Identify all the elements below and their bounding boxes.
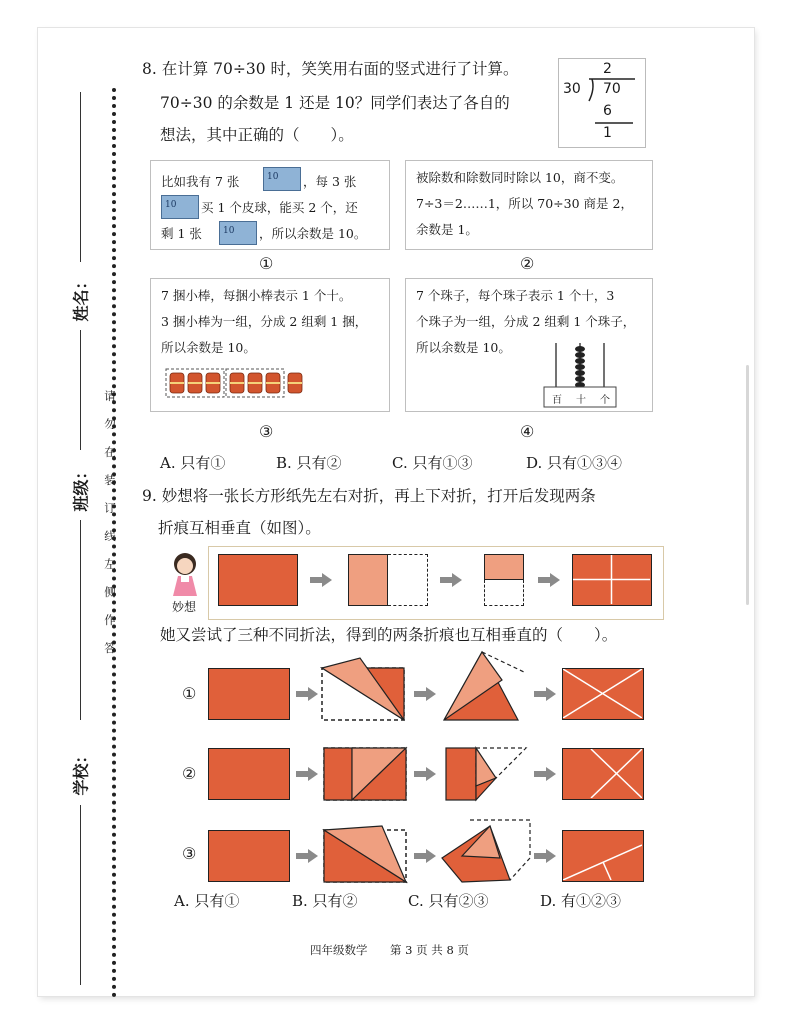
idea-box-1 xyxy=(150,160,390,250)
box4-line1: 7 个珠子，每个珠子表示 1 个十，3 xyxy=(416,288,615,303)
division-quotient: 2 xyxy=(603,61,612,77)
label-3: ③ xyxy=(259,422,274,441)
row-label-2: ② xyxy=(182,764,197,783)
q9-option-c[interactable]: C. 只有②③ xyxy=(408,892,489,910)
row2-step3-fold xyxy=(444,746,528,802)
row2-step1-rect xyxy=(208,748,290,800)
example-step3-quarter xyxy=(484,554,524,580)
box1-line1a: 比如我有 7 张 xyxy=(161,174,240,189)
division-product: 6 xyxy=(603,103,612,119)
division-dividend: 70 xyxy=(603,81,621,97)
q9-line1: 9. 妙想将一张长方形纸先左右对折，再上下对折，打开后发现两条 xyxy=(142,487,596,505)
row3-step2-fold xyxy=(322,824,412,884)
footer-subject: 四年级数学 xyxy=(310,943,368,957)
q9-option-d[interactable]: D. 有①②③ xyxy=(540,892,622,910)
row-label-1: ① xyxy=(182,684,197,703)
note-char: 左 xyxy=(104,557,116,571)
box2-line1: 被除数和除数同时除以 10，商不变。 xyxy=(416,170,624,185)
name-label: 姓名： xyxy=(71,273,91,322)
arrow-right-icon xyxy=(310,573,332,587)
row1-step3-fold xyxy=(442,650,526,722)
row3-step3-fold xyxy=(440,818,532,884)
note-char: 线 xyxy=(104,529,116,543)
bill-10-icon: 10 xyxy=(161,195,199,219)
miaoxiang-character-icon xyxy=(164,550,206,598)
abacus-label-ones: 个 xyxy=(600,395,610,406)
row3-step4-unfolded xyxy=(562,830,644,882)
character-name: 妙想 xyxy=(172,600,197,614)
label-4: ④ xyxy=(520,422,535,441)
note-char: 装 xyxy=(104,473,116,487)
abacus-label-tens: 十 xyxy=(576,395,586,406)
arrow-right-icon xyxy=(534,687,556,701)
school-label: 学校： xyxy=(71,747,91,796)
q9-option-a[interactable]: A. 只有① xyxy=(174,892,240,910)
q8-line1: 8. 在计算 70÷30 时，笑笑用右面的竖式进行了计算。 xyxy=(142,60,519,78)
note-char: 作 xyxy=(104,613,116,627)
note-char: 答 xyxy=(104,641,116,655)
box3-line2: 3 捆小棒为一组，分成 2 组剩 1 捆， xyxy=(161,314,368,329)
long-division xyxy=(558,58,646,148)
stick-bundles-icon xyxy=(165,367,305,401)
arrow-right-icon xyxy=(414,849,436,863)
arrow-right-icon xyxy=(440,573,462,587)
idea-box-2 xyxy=(405,160,653,250)
box3-line1: 7 捆小棒，每捆小棒表示 1 个十。 xyxy=(161,288,352,303)
label-2: ② xyxy=(520,254,535,273)
arrow-right-icon xyxy=(534,849,556,863)
division-bracket xyxy=(559,59,645,147)
example-step1-rect xyxy=(218,554,298,606)
note-char: 在 xyxy=(104,445,116,459)
idea-box-3 xyxy=(150,278,390,412)
note-char: 请 xyxy=(104,389,116,403)
example-step3-dashed xyxy=(484,580,524,606)
arrow-right-icon xyxy=(538,573,560,587)
name-underline-lower xyxy=(80,330,81,450)
arrow-right-icon xyxy=(296,849,318,863)
box3-line3: 所以余数是 10。 xyxy=(161,340,256,355)
row3-step1-rect xyxy=(208,830,290,882)
row2-step4-unfolded xyxy=(562,748,644,800)
box1-line2: 买 1 个皮球，能买 2 个，还 xyxy=(201,200,358,215)
q8-option-d[interactable]: D. 只有①③④ xyxy=(526,454,623,472)
bill-10-icon: 10 xyxy=(263,167,301,191)
box1-line1b: ，每 3 张 xyxy=(303,174,357,189)
note-char: 订 xyxy=(104,501,116,515)
division-divisor: 30 xyxy=(563,81,581,97)
q8-option-a[interactable]: A. 只有① xyxy=(160,454,226,472)
idea-box-4 xyxy=(405,278,653,412)
bill-10-icon: 10 xyxy=(219,221,257,245)
arrow-right-icon xyxy=(414,687,436,701)
class-label: 班级： xyxy=(71,463,91,512)
example-step2-dashed xyxy=(388,554,428,606)
label-1: ① xyxy=(259,254,274,273)
box1-line3b: ，所以余数是 10。 xyxy=(259,226,367,241)
q8-line2: 70÷30 的余数是 1 还是 10？同学们表达了各自的 xyxy=(160,94,510,112)
q9-option-b[interactable]: B. 只有② xyxy=(292,892,358,910)
scrollbar-thumb[interactable] xyxy=(746,365,749,605)
row1-step1-rect xyxy=(208,668,290,720)
arrow-right-icon xyxy=(414,767,436,781)
example-step4-unfolded xyxy=(572,554,652,606)
q9-line2: 折痕互相垂直（如图）。 xyxy=(158,519,321,537)
row-label-3: ③ xyxy=(182,844,197,863)
abacus-label-hundreds: 百 xyxy=(552,395,562,406)
row1-step4-unfolded xyxy=(562,668,644,720)
note-char: 侧 xyxy=(104,585,116,599)
footer-page-info: 第 3 页 共 8 页 xyxy=(390,943,469,957)
example-step2-half xyxy=(348,554,388,606)
q8-line3: 想法，其中正确的（ ）。 xyxy=(160,126,354,144)
class-underline xyxy=(80,520,81,720)
arrow-right-icon xyxy=(296,687,318,701)
name-underline xyxy=(80,92,81,262)
box4-line3: 所以余数是 10。 xyxy=(416,340,511,355)
q8-option-c[interactable]: C. 只有①③ xyxy=(392,454,473,472)
arrow-right-icon xyxy=(534,767,556,781)
q9-line3: 她又尝试了三种不同折法，得到的两条折痕也互相垂直的（ ）。 xyxy=(160,626,618,644)
school-underline xyxy=(80,805,81,985)
q8-option-b[interactable]: B. 只有② xyxy=(276,454,342,472)
row2-step2-fold xyxy=(322,746,410,802)
box2-line3: 余数是 1。 xyxy=(416,222,478,237)
row1-step2-fold xyxy=(320,656,410,722)
note-char: 勿 xyxy=(104,417,116,431)
box2-line2: 7÷3＝2……1，所以 70÷30 商是 2， xyxy=(416,196,633,211)
arrow-right-icon xyxy=(296,767,318,781)
box4-line2: 个珠子为一组，分成 2 组剩 1 个珠子， xyxy=(416,314,636,329)
division-remainder: 1 xyxy=(603,125,612,141)
box1-line3a: 剩 1 张 xyxy=(161,226,202,241)
